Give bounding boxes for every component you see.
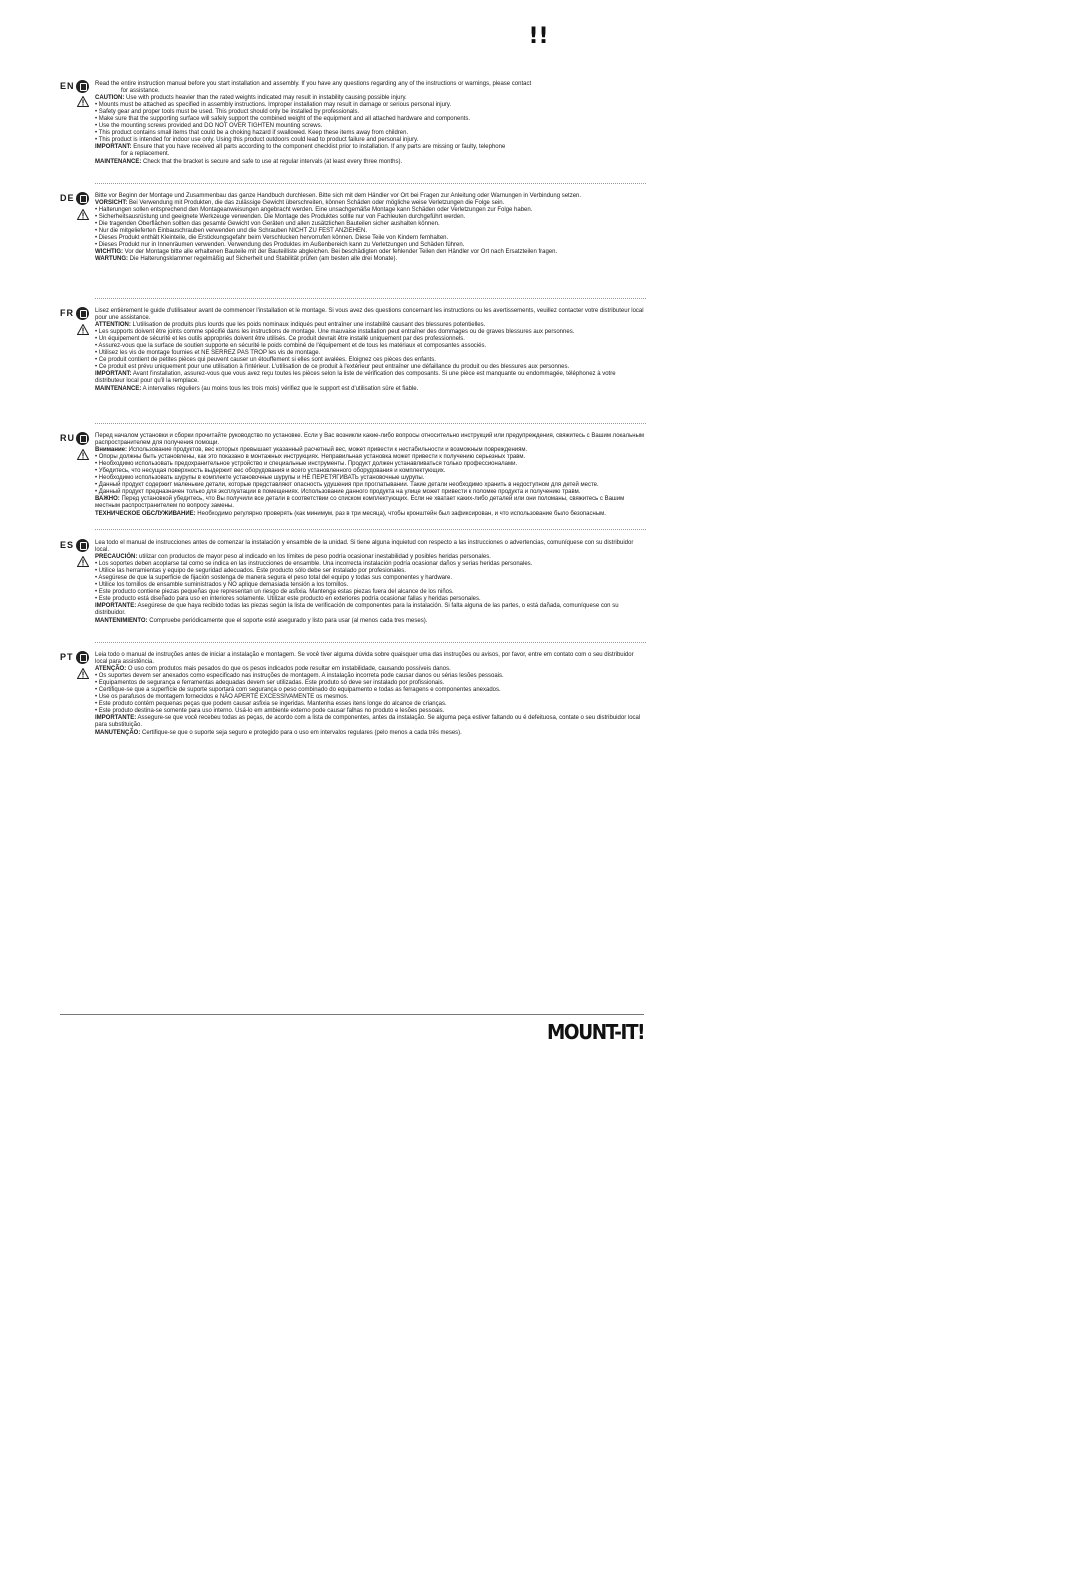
language-section-es	[60, 540, 646, 625]
maintenance-text: Check that the bracket is secure and safe to use at regular intervals (at least every three months).	[141, 158, 403, 165]
section-divider	[95, 529, 646, 530]
intro-text: Lisez entièrement le guide d'utilisateur avant de commencer l'installation et le montage. Si vous avez des questions concernant les instructions ou les avertissements, veuillez contacter votre distributeur local pour une assistance.	[95, 308, 644, 322]
brand-logo: MOUNT-IT!	[547, 1020, 645, 1044]
section-divider	[95, 183, 646, 184]
bullet-item: • Utilisez les vis de montage fournies et NE SERREZ PAS TROP les vis de montage.	[95, 350, 321, 357]
bullet-item: • Опоры должны быть установлены, как это показано в монтажных инструкциях. Неправильная установка может привести к получению серьезных травм.	[95, 454, 526, 461]
bullet-item: • Данный продукт предназначен только для эксплуатации в помещениях. Использование данного продукта на улице может привести к поломке продукта и получению травм.	[95, 489, 581, 496]
bullet-item: • Los soportes deben acoplarse tal como se indica en las instrucciones de ensamble. Una incorrecta instalación podría ocasionar daños y serias heridas personales.	[95, 561, 533, 568]
caution-label: PRECAUCIÓN:	[95, 554, 138, 561]
important-line	[95, 603, 646, 617]
language-code: DE	[60, 193, 75, 203]
important-line	[95, 715, 646, 729]
caution-label: Внимание:	[95, 447, 127, 454]
bullet-item: • Die tragenden Oberflächen sollten das gesamte Gewicht von Geräten und allen zusätzlichen Bauteilen sicher aushalten können.	[95, 221, 440, 228]
caution-text: Bei Verwendung mit Produkten, die das zulässige Gewicht überschreiten, können Schäden oder mögliche weise Verletzungen die Folge sein.	[127, 200, 505, 207]
bullet-item: • Este produto contém pequenas peças que podem causar asfixia se ingeridas. Mantenha esses itens longe do alcance de crianças.	[95, 701, 447, 708]
important-text: Assegure-se que você recebeu todas as peças, de acordo com a lista de componentes, antes da instalação. Se alguma peça estiver faltando ou é defeituosa, contate o seu distribuidor local para substituição.	[95, 715, 641, 729]
read-manual-icon	[76, 432, 89, 445]
language-section-de	[60, 193, 646, 263]
maintenance-line	[95, 386, 646, 393]
bullet-item: • Необходимо использовать предохранительное устройство и специальные инструменты. Продукт должен устанавливаться только профессионалами.	[95, 461, 518, 468]
caution-label: CAUTION:	[95, 95, 125, 102]
language-section-en	[60, 81, 646, 166]
bullet-item: • Nur die mitgelieferten Einbauschrauben verwenden und die Schrauben NICHT ZU FEST ANZIEHEN.	[95, 228, 368, 235]
bullet-item: • Asegúrese de que la superficie de fijación sostenga de manera segura el peso total del equipo y todas sus componentes y hardware.	[95, 575, 452, 582]
warning-triangle-icon	[77, 668, 89, 679]
maintenance-line	[95, 730, 646, 737]
bullet-item: • Certifique-se que a superfície de suporte suportará com segurança o peso combinado do equipamento e todas as ferragens e componentes anexados.	[95, 687, 501, 694]
intro-text: Leia todo o manual de instruções antes de iniciar a instalação e montagem. Se você tiver alguma dúvida sobre quaisquer uma das instruções ou avisos, por favor, entre em contato com o seu distribuidor local para assistência.	[95, 652, 634, 666]
bullet-item: • Equipamentos de segurança e ferramentas adequadas devem ser utilizadas. Este produto só deve ser instalado por profissionais.	[95, 680, 445, 687]
important-line	[95, 144, 646, 151]
section-body	[95, 193, 646, 263]
important-text: Vor der Montage bitte alle erhaltenen Bauteile mit der Bauteilliste abgleichen. Bei beschädigten oder fehlender Teilen den Händler vor Ort nach Ersatzteilen fragen.	[123, 249, 558, 256]
section-divider	[95, 642, 646, 643]
caution-line	[95, 666, 646, 673]
caution-label: VORSICHT:	[95, 200, 128, 207]
language-code: PT	[60, 652, 74, 662]
intro-text: Bitte vor Beginn der Montage und Zusammenbau das ganze Handbuch durchlesen. Bitte sich mit dem Händler vor Ort bei Fragen zur Anleitung oder Warnungen in Verbindung setzen.	[95, 193, 582, 199]
caution-label: ATENÇÃO:	[95, 666, 127, 673]
maintenance-text: Необходимо регулярно проверять (как минимум, раз в три месяца), чтобы кронштейн был зафиксирован, и что использование было безопасным.	[195, 510, 606, 517]
bullet-item: • Les supports doivent être joints comme spécifié dans les instructions de montage. Une mauvaise installation peut entraîner des dommages ou de graves blessures aux personnes.	[95, 329, 575, 336]
caution-line	[95, 95, 646, 102]
important-text: Avant l'installation, assurez-vous que vous avez reçu toutes les pièces selon la liste de vérification des composants. Si une pièce est manquante ou endommagée, téléphonez à votre distributeur local pour qu'il la remplace.	[95, 371, 616, 385]
bullet-item: • Sicherheitsausrüstung und geeignete Werkzeuge verwenden. Die Montage des Produktes sollte nur von Fachleuten durchgeführt werden.	[95, 214, 466, 221]
important-label: WICHTIG:	[95, 249, 123, 256]
bullet-item: • Dieses Produkt enthält Kleinteile, die Erstickungsgefahr beim Verschlucken hervorrufen können. Diese Teile von Kindern fernhalten.	[95, 235, 449, 242]
warning-triangle-icon	[77, 324, 89, 335]
caution-line	[95, 322, 646, 329]
warning-triangle-icon	[77, 209, 89, 220]
caution-text: utilizar con productos de mayor peso al indicado en los límites de peso podría ocasionar inestabilidad y posibles heridas personales.	[137, 554, 491, 561]
important-text: Перед установкой убедитесь, что Вы получили все детали в соответствии со списком комплектующих. Если не хватает каких-либо деталей или они поломаны, свяжитесь с Вашим местным распространителем по вопросу замены.	[95, 496, 625, 510]
read-manual-icon	[76, 192, 89, 205]
warning-triangle-icon	[77, 96, 89, 107]
maintenance-line	[95, 511, 646, 518]
read-manual-icon	[76, 539, 89, 552]
warning-triangle-icon	[77, 556, 89, 567]
bullet-item: • Utilice las herramientas y equipo de seguridad adecuados. Este producto sólo debe ser instalado por profesionales.	[95, 568, 406, 575]
bullet-item: • Assurez-vous que la surface de soutien supporte en sécurité le poids combiné de l'équipement et de tous les matériaux et composantes associés.	[95, 343, 487, 350]
bullet-item: • Safety gear and proper tools must be used. This product should only be installed by professionals.	[95, 109, 360, 116]
language-section-pt	[60, 652, 646, 737]
bullet-item: • This product contains small items that could be a choking hazard if swallowed. Keep these items away from children.	[95, 130, 409, 137]
bullet-item: • Dieses Produkt nur in Innenräumen verwenden. Verwendung des Produktes im Außenbereich kann zu Verletzungen und Schäden führen.	[95, 242, 465, 249]
important-line	[95, 496, 646, 510]
bullet-item: • This product is intended for indoor use only. Using this product outdoors could lead to product failure and personal injury.	[95, 137, 419, 144]
bullet-item: • Mounts must be attached as specified in assembly instructions. Improper installation may result in damage or serious personal injury.	[95, 102, 452, 109]
important-text: Asegúrese de que haya recibido todas las piezas según la lista de verificación de componentes para la instalación. Si falta alguna de las partes, o está dañada, comuníquese con su distribuidor.	[95, 603, 619, 617]
important-label: IMPORTANT:	[95, 144, 132, 151]
bullet-item: • Este producto está diseñado para uso en interiores solamente. Utilizar este producto en exteriores podría ocasionar fallas y heridas personales.	[95, 596, 481, 603]
read-manual-icon	[76, 651, 89, 664]
section-body	[95, 540, 646, 625]
maintenance-label: WARTUNG:	[95, 256, 128, 263]
maintenance-line	[95, 159, 646, 166]
warning-exclamation-mark: !!	[528, 24, 549, 49]
read-manual-icon	[76, 307, 89, 320]
bullet-item: • Este producto contiene piezas pequeñas que representan un riesgo de asfixia. Mantenga estas piezas fuera del alcance de los niños.	[95, 589, 454, 596]
intro-continuation: for assistance.	[121, 88, 160, 95]
important-label: IMPORTANTE:	[95, 715, 137, 722]
important-label: IMPORTANTE:	[95, 603, 137, 610]
caution-text: Use with products heavier than the rated weights indicated may result in instability causing possible injury.	[124, 95, 407, 102]
important-label: IMPORTANT:	[95, 371, 132, 378]
intro-text: Lea todo el manual de instrucciones antes de comenzar la instalación y ensamble de la unidad. Si tiene alguna inquietud con respecto a las instrucciones o advertencias, comuníquese con su distribuidor local.	[95, 540, 634, 554]
caution-line	[95, 200, 646, 207]
maintenance-line	[95, 256, 646, 263]
warning-triangle-icon	[77, 449, 89, 460]
maintenance-label: MAINTENANCE:	[95, 158, 142, 165]
caution-text: O uso com produtos mais pesados do que os pesos indicados pode resultar em instabilidade, causando possíveis danos.	[126, 666, 451, 673]
bullet-item: • Данный продукт содержит маленькие детали, которые представляют опасность удушения при проглатывании. Такие детали необходимо хранить в недоступном для детей месте.	[95, 482, 599, 489]
caution-text: Использование продуктов, вес которых превышает указанный расчетный вес, может привести к нестабильности и возможным повреждениям.	[127, 447, 528, 454]
bullet-item: • Убедитесь, что несущая поверхность выдержит вес оборудования и всего установленного оборудования и комплектующих.	[95, 468, 446, 475]
read-manual-icon	[76, 80, 89, 93]
maintenance-label: ТЕХНИЧЕСКОЕ ОБСЛУЖИВАНИЕ:	[95, 510, 196, 517]
bullet-item: • Un équipement de sécurité et les outils appropriés doivent être utilisés. Ce produit devrait être installé uniquement par des professionnels.	[95, 336, 465, 343]
caution-line	[95, 447, 646, 454]
bullet-item: • Make sure that the supporting surface will safely support the combined weight of the equipment and all attached hardware and components.	[95, 116, 470, 123]
important-text: Ensure that you have received all parts according to the component checklist prior to installation. If any parts are missing or faulty, telephone	[131, 144, 506, 151]
language-code: FR	[60, 308, 74, 318]
maintenance-text: Compruebe periódicamente que el soporte esté asegurado y listo para usar (al menos cada tres meses).	[147, 617, 428, 624]
section-body	[95, 652, 646, 737]
language-section-ru	[60, 433, 646, 518]
bullet-item: • Ce produit contient de petites pièces qui peuvent causer un étouffement si elles sont avalées. Eloignez ces pièces des enfants.	[95, 357, 436, 364]
caution-label: ATTENTION:	[95, 322, 131, 329]
bullet-item: • Ce produit est prévu uniquement pour une utilisation à l'intérieur. L'utilisation de ce produit à l'extérieur peut entraîner une défaillance du produit ou des blessures aux personnes.	[95, 364, 570, 371]
maintenance-label: MANUTENÇÃO:	[95, 729, 141, 736]
maintenance-label: MAINTENANCE:	[95, 385, 142, 392]
caution-line	[95, 554, 646, 561]
maintenance-text: Certifique-se que o suporte seja seguro e protegido para o uso em intervalos regulares (pelo menos a cada três meses).	[140, 729, 462, 736]
intro-text: Перед началом установки и сборки прочитайте руководство по установке. Если у Вас возникли какие-либо вопросы относительно инструкций или предупреждения, свяжитесь с Вашим локальным распространителем для получения помощи.	[95, 433, 645, 447]
language-code: EN	[60, 81, 75, 91]
bullet-item: • Use the mounting screws provided and DO NOT OVER TIGHTEN mounting screws.	[95, 123, 323, 130]
section-body	[95, 433, 646, 518]
bullet-item: • Utilice los tornillos de ensamble suministrados y NO aplique demasiada tensión a los tornillos.	[95, 582, 349, 589]
maintenance-line	[95, 618, 646, 625]
bullet-item: • Este produto destina-se somente para uso interno. Usá-lo em ambiente externo pode causar falhas no produto e lesões pessoais.	[95, 708, 445, 715]
language-code: RU	[60, 433, 75, 443]
important-continuation: for a replacement.	[121, 151, 170, 158]
section-body	[95, 308, 646, 393]
section-divider	[95, 423, 646, 424]
bullet-item: • Use os parafusos de montagem fornecidos e NÃO APERTE EXCESSIVAMENTE os mesmos.	[95, 694, 349, 701]
bullet-item: • Необходимо использовать шурупы в комплекте установочные шурупы и НЕ ПЕРЕТЯГИВАТЬ установочные шурупы.	[95, 475, 425, 482]
caution-text: L'utilisation de produits plus lourds que les poids nominaux indiqués peut entraîner une instabilité causant des blessures potentielles.	[130, 322, 486, 329]
intro-text: Read the entire instruction manual before you start installation and assembly. If you have any questions regarding any of the instructions or warnings, please contact	[95, 81, 532, 87]
bullet-item: • Os suportes devem ser anexados como especificado nas instruções de montagem. A instalação incorreta pode causar danos ou sérias lesões pessoais.	[95, 673, 504, 680]
maintenance-text: Die Halterungsklammer regelmäßig auf Sicherheit und Stabilität prüfen (am besten alle drei Monate).	[128, 256, 398, 263]
important-label: ВАЖНО:	[95, 496, 120, 503]
important-line	[95, 249, 646, 256]
maintenance-text: A intervalles réguliers (au moins tous les trois mois) vérifiez que le support est d'utilisation sûre et fiable.	[141, 385, 419, 392]
footer-divider	[60, 1014, 644, 1015]
maintenance-label: MANTENIMIENTO:	[95, 617, 148, 624]
section-body	[95, 81, 646, 166]
section-divider	[95, 298, 646, 299]
important-line	[95, 371, 646, 385]
bullet-item: • Halterungen sollen entsprechend den Montageanweisungen angebracht werden. Eine unsachgemäße Montage kann Schäden oder Verletzungen zur Folge haben.	[95, 207, 533, 214]
language-section-fr	[60, 308, 646, 393]
language-code: ES	[60, 540, 75, 550]
